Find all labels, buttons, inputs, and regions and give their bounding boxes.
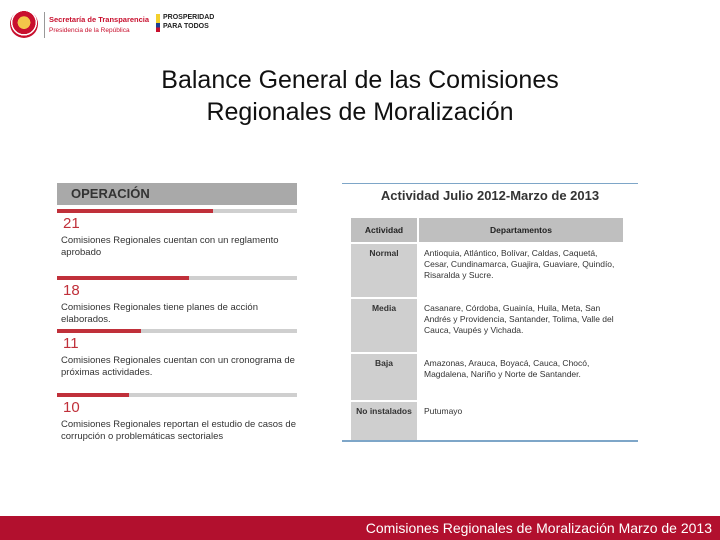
activity-title: Actividad Julio 2012-Marzo de 2013	[380, 188, 600, 203]
column-header-activity: Actividad	[351, 218, 417, 242]
departments-cell: Casanare, Córdoba, Guainía, Huila, Meta, San Andrés y Providencia, Santander, Tolima, Valle del Cauca, Vaupés y Vichada.	[419, 299, 623, 352]
table-row	[351, 354, 623, 400]
logo-divider	[44, 12, 45, 38]
slogan-line2: PARA TODOS	[163, 23, 209, 30]
flag-icon	[156, 14, 160, 32]
column-header-departments: Departamentos	[419, 218, 623, 242]
footer-text: Comisiones Regionales de Moralización Marzo de 2013	[365, 520, 712, 536]
stat-number: 11	[63, 335, 79, 352]
stat-number: 18	[63, 282, 80, 299]
operation-panel	[57, 183, 297, 448]
stat-bar-fill	[57, 393, 129, 397]
ministry-subtitle: Presidencia de la República	[49, 27, 130, 34]
activity-panel	[342, 183, 638, 443]
stat-description: Comisiones Regionales tiene planes de acción elaborados.	[61, 302, 258, 325]
ministry-logo	[8, 8, 148, 42]
activity-level: Media	[351, 299, 417, 352]
activity-level: Baja	[351, 354, 417, 400]
stat-description: Comisiones Regionales reportan el estudio de casos de corrupción o problemáticas sectoriales	[61, 419, 296, 442]
stat-bar-track	[57, 393, 297, 397]
page-title-line1: Balance General de las Comisiones	[161, 66, 559, 94]
stat-bar-track	[57, 209, 297, 213]
activity-table	[349, 216, 625, 442]
panel-bottom-rule	[342, 440, 638, 442]
table-row	[351, 299, 623, 352]
operation-heading: OPERACIÓN	[71, 186, 150, 201]
table-header-row	[351, 218, 623, 242]
stat-number: 21	[63, 215, 80, 232]
departments-cell: Antioquia, Atlántico, Bolívar, Caldas, Caquetá, Cesar, Cundinamarca, Guajira, Guaviare, Quindío, Risaralda y Sucre.	[419, 244, 623, 297]
stat-bar-fill	[57, 329, 141, 333]
slogan-line1: PROSPERIDAD	[163, 14, 215, 21]
departments-cell: Amazonas, Arauca, Boyacá, Cauca, Chocó, Magdalena, Nariño y Norte de Santander.	[419, 354, 623, 400]
page-title-line2: Regionales de Moralización	[206, 98, 514, 126]
activity-level: Normal	[351, 244, 417, 297]
table-row	[351, 244, 623, 297]
footer-bar	[0, 516, 720, 540]
stat-description: Comisiones Regionales cuentan con un reglamento aprobado	[61, 235, 279, 258]
stat-bar-fill	[57, 209, 213, 213]
departments-cell: Putumayo	[419, 402, 623, 440]
ministry-name: Secretaría de Transparencia	[49, 15, 150, 24]
stat-bar-track	[57, 276, 297, 280]
table-row	[351, 402, 623, 440]
panel-top-rule	[342, 183, 638, 184]
stat-description: Comisiones Regionales cuentan con un cronograma de próximas actividades.	[61, 355, 295, 378]
stat-bar-track	[57, 329, 297, 333]
stat-bar-fill	[57, 276, 189, 280]
operation-header	[57, 183, 297, 205]
activity-level: No instalados	[351, 402, 417, 440]
stat-number: 10	[63, 399, 80, 416]
coat-of-arms-icon	[10, 10, 38, 38]
slogan-logo	[156, 12, 226, 34]
